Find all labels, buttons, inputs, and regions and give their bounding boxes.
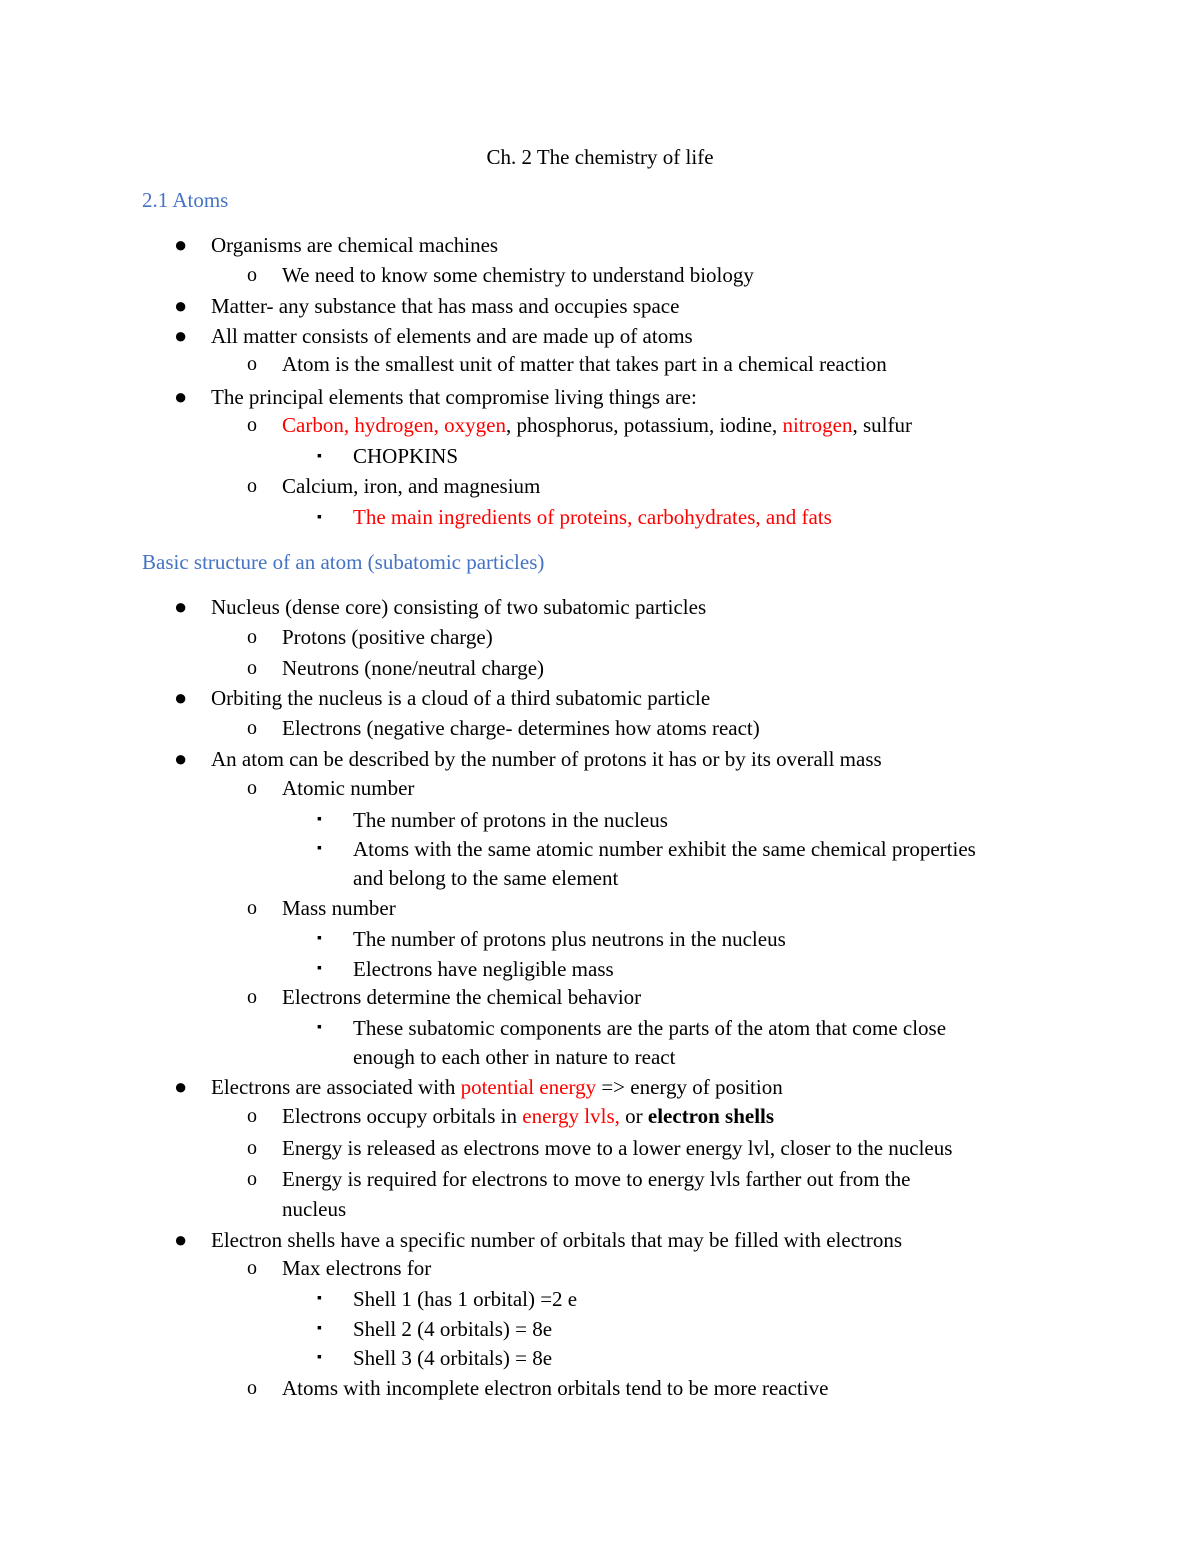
square-bullet-marker: ▪ — [317, 841, 322, 856]
plain-text: , sulfur — [852, 413, 912, 437]
document-title: Ch. 2 The chemistry of life — [486, 145, 714, 169]
section-heading-atoms: 2.1 Atoms — [142, 188, 229, 212]
plain-text: , phosphorus, potassium, iodine, — [505, 413, 783, 437]
highlight-text: potential energy — [460, 1075, 597, 1099]
sub-bullet-marker: o — [247, 626, 257, 648]
list-item: Protons (positive charge) — [282, 625, 493, 649]
sub-bullet-marker: o — [247, 353, 257, 375]
sub-bullet-marker: o — [247, 1257, 257, 1279]
bold-text: electron shells — [647, 1104, 775, 1128]
section-heading-atom-structure: Basic structure of an atom (subatomic particles) — [142, 550, 545, 574]
list-item-continuation: enough to each other in nature to react — [353, 1045, 676, 1069]
square-bullet-marker: ▪ — [317, 1321, 322, 1336]
bullet-marker: ● — [174, 384, 188, 409]
list-item-continuation: nucleus — [282, 1197, 347, 1221]
list-item: Mass number — [282, 896, 396, 920]
list-item: Atomic number — [282, 776, 415, 800]
square-bullet-marker: ▪ — [317, 1350, 322, 1365]
plain-text: Electrons are associated with — [211, 1075, 461, 1099]
plain-text: => energy of position — [596, 1075, 783, 1099]
list-item: CHOPKINS — [353, 444, 459, 468]
list-item: Electrons have negligible mass — [353, 957, 614, 981]
list-item: Atoms with the same atomic number exhibit the same chemical properties — [353, 837, 976, 861]
sub-bullet-marker: o — [247, 475, 257, 497]
list-item-highlight: The main ingredients of proteins, carbohydrates, and fats — [353, 505, 832, 529]
square-bullet-marker: ▪ — [317, 931, 322, 946]
list-item: Max electrons for — [282, 1256, 432, 1280]
sub-bullet-marker: o — [247, 717, 257, 739]
list-item: These subatomic components are the parts of the atom that come close — [353, 1016, 947, 1040]
highlight-text: nitrogen — [782, 413, 853, 437]
list-item: Shell 3 (4 orbitals) = 8e — [353, 1346, 553, 1370]
sub-bullet-marker: o — [247, 777, 257, 799]
bullet-marker: ● — [174, 323, 188, 348]
bullet-marker: ● — [174, 594, 188, 619]
list-item: Electrons determine the chemical behavior — [282, 985, 642, 1009]
sub-bullet-marker: o — [247, 264, 257, 286]
sub-bullet-marker: o — [247, 1377, 257, 1399]
bullet-marker: ● — [174, 232, 188, 257]
square-bullet-marker: ▪ — [317, 812, 322, 827]
plain-text: or — [619, 1104, 648, 1128]
plain-text: Electrons occupy orbitals in — [282, 1104, 523, 1128]
list-item: Nucleus (dense core) consisting of two subatomic particles — [211, 595, 707, 619]
list-item: Atom is the smallest unit of matter that takes part in a chemical reaction — [282, 352, 887, 376]
sub-bullet-marker: o — [247, 1168, 257, 1190]
square-bullet-marker: ▪ — [317, 961, 322, 976]
list-item: An atom can be described by the number of protons it has or by its overall mass — [211, 747, 882, 771]
list-item: Electron shells have a specific number of orbitals that may be filled with electrons — [211, 1228, 903, 1252]
square-bullet-marker: ▪ — [317, 449, 322, 464]
list-item-continuation: and belong to the same element — [353, 866, 619, 890]
bullet-marker: ● — [174, 293, 188, 318]
list-item: Calcium, iron, and magnesium — [282, 474, 541, 498]
bullet-marker: ● — [174, 1074, 188, 1099]
list-item: The principal elements that compromise living things are: — [211, 385, 697, 409]
square-bullet-marker: ▪ — [317, 1020, 322, 1035]
list-item-elements — [282, 411, 912, 439]
list-item: All matter consists of elements and are made up of atoms — [211, 324, 693, 348]
sub-bullet-marker: o — [247, 986, 257, 1008]
list-item: Matter- any substance that has mass and occupies space — [211, 294, 680, 318]
list-item: The number of protons plus neutrons in the nucleus — [353, 927, 786, 951]
list-item: Atoms with incomplete electron orbitals tend to be more reactive — [282, 1376, 829, 1400]
bullet-marker: ● — [174, 1227, 188, 1252]
square-bullet-marker: ▪ — [317, 510, 322, 525]
sub-bullet-marker: o — [247, 657, 257, 679]
list-item-orbitals — [282, 1102, 774, 1130]
list-item: Shell 1 (has 1 orbital) =2 e — [353, 1287, 578, 1311]
sub-bullet-marker: o — [247, 1137, 257, 1159]
list-item: Electrons (negative charge- determines how atoms react) — [282, 716, 760, 740]
bullet-marker: ● — [174, 746, 188, 771]
list-item: Orbiting the nucleus is a cloud of a third subatomic particle — [211, 686, 711, 710]
list-item: We need to know some chemistry to understand biology — [282, 263, 754, 287]
square-bullet-marker: ▪ — [317, 1291, 322, 1306]
list-item: Energy is required for electrons to move to energy lvls farther out from the — [282, 1167, 911, 1191]
list-item-potential-energy — [211, 1073, 783, 1101]
list-item: The number of protons in the nucleus — [353, 808, 668, 832]
list-item: Energy is released as electrons move to a lower energy lvl, closer to the nucleus — [282, 1136, 953, 1160]
list-item: Neutrons (none/neutral charge) — [282, 656, 545, 680]
sub-bullet-marker: o — [247, 1105, 257, 1127]
list-item: Shell 2 (4 orbitals) = 8e — [353, 1317, 553, 1341]
highlight-text: Carbon, hydrogen, oxygen — [282, 413, 506, 437]
bullet-marker: ● — [174, 685, 188, 710]
sub-bullet-marker: o — [247, 897, 257, 919]
list-item: Organisms are chemical machines — [211, 233, 499, 257]
sub-bullet-marker: o — [247, 414, 257, 436]
highlight-text: energy lvls, — [522, 1104, 620, 1128]
